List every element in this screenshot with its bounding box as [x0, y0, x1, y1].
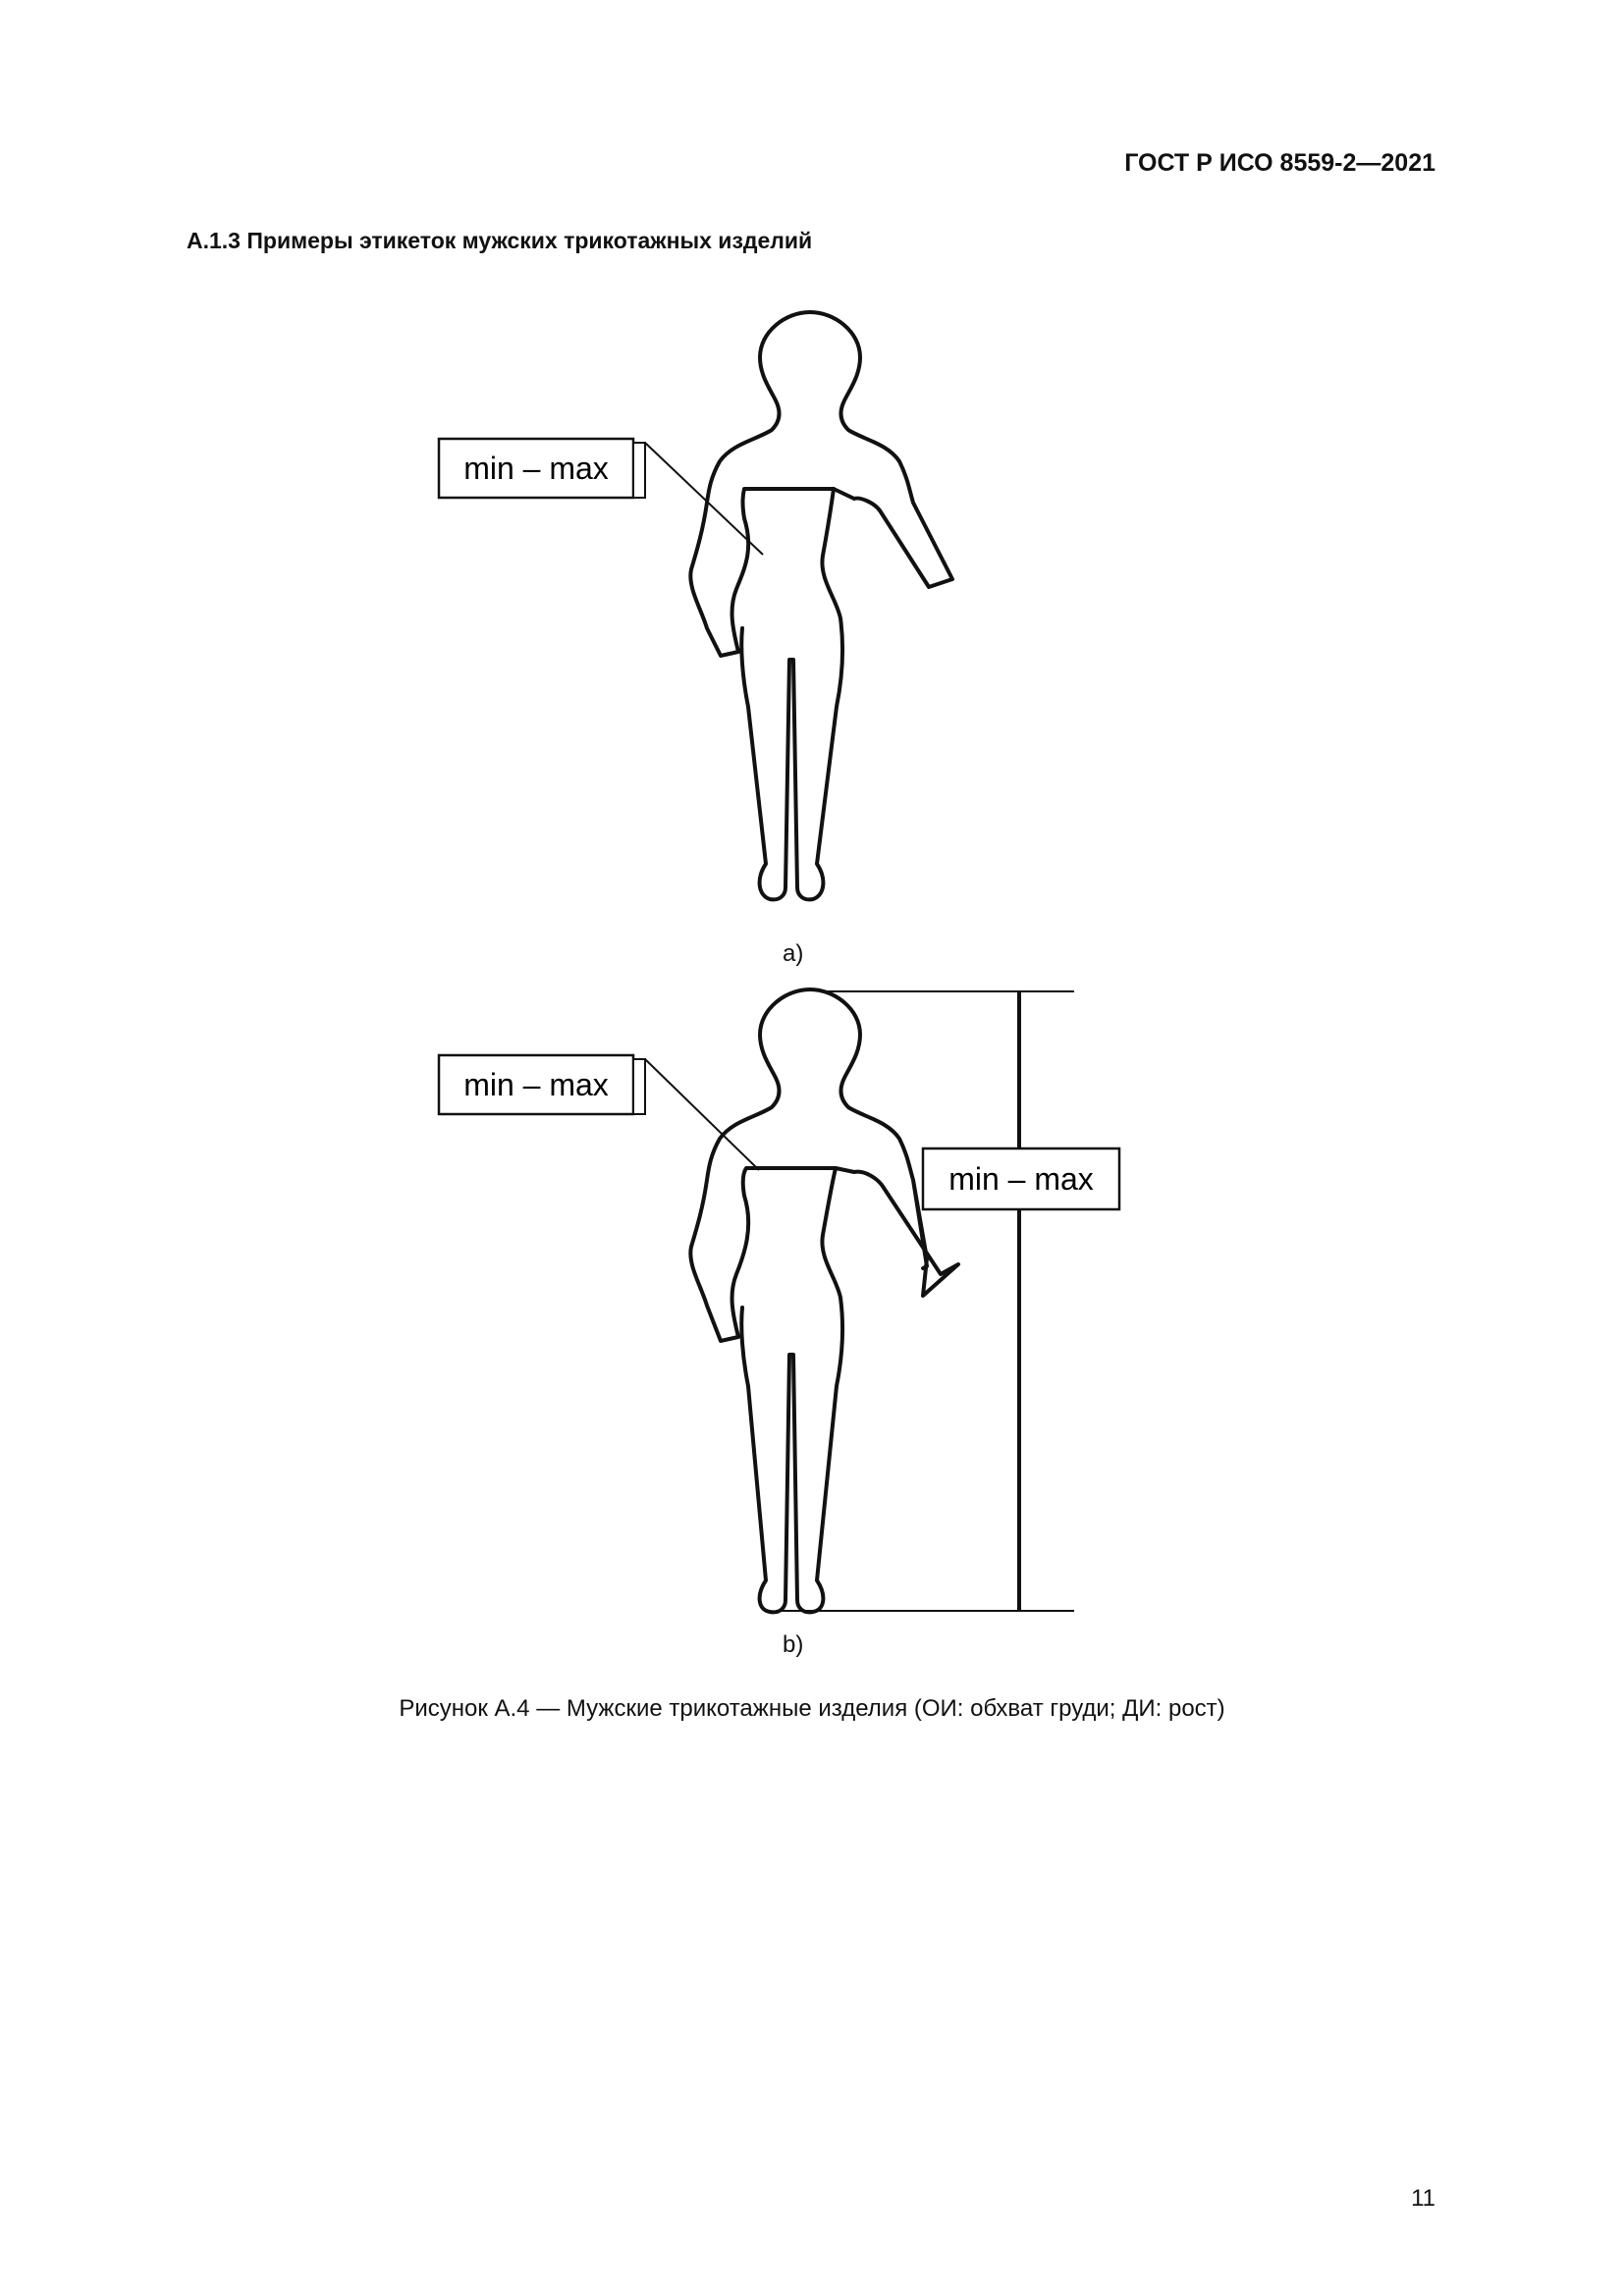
figure-b-height-dimension [776, 991, 1074, 1611]
figure-b-chest-tag-text: min – max [463, 1067, 609, 1102]
figure-a [439, 312, 952, 899]
figure-b-height-tag-text: min – max [948, 1161, 1094, 1197]
figure-b-silhouette [690, 989, 842, 1612]
figure-a-label: a) [783, 940, 804, 967]
section-title: А.1.3 Примеры этикеток мужских трикотажных изделий [187, 228, 813, 253]
document-code: ГОСТ Р ИСО 8559-2—2021 [1124, 149, 1435, 177]
page-number: 11 [1411, 2185, 1435, 2212]
figure-a-chest-tag-text: min – max [463, 451, 609, 486]
figure-b-label: b) [783, 1631, 804, 1658]
figure-caption: Рисунок А.4 — Мужские трикотажные изделия (ОИ: обхват груди; ДИ: рост) [399, 1695, 1225, 1722]
figure-a-silhouette [690, 312, 842, 899]
figure-b [439, 989, 1119, 1612]
